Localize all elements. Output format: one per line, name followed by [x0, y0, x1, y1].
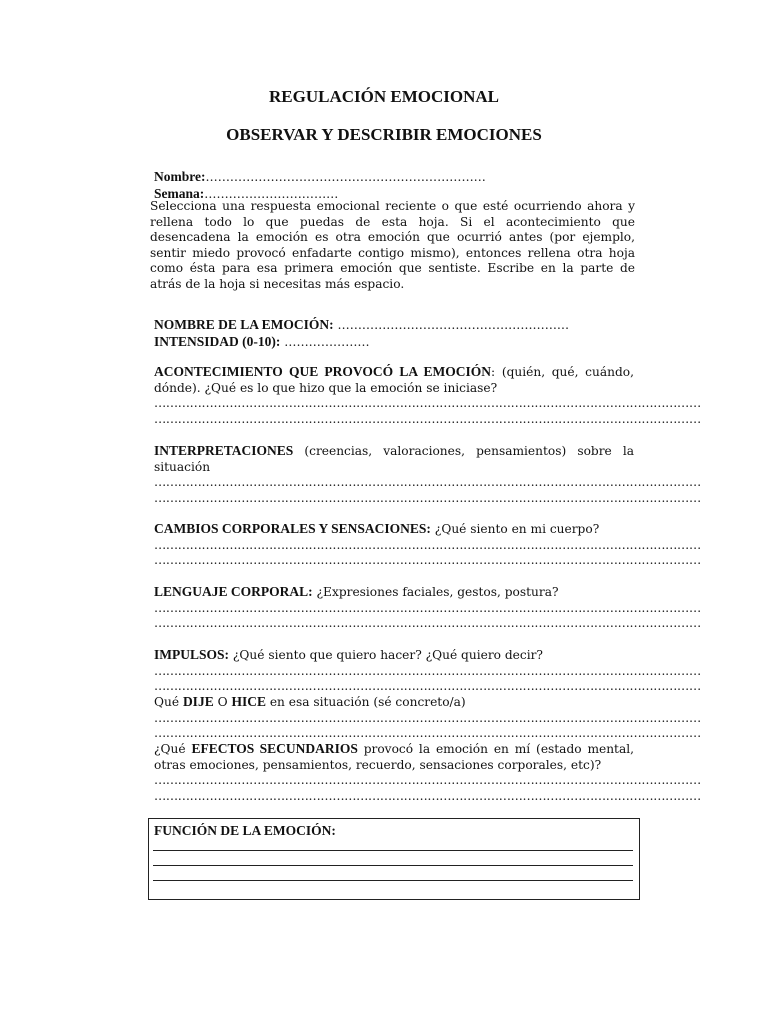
answer-line[interactable]: …………………………………………………………………………………………………………………………: [154, 726, 701, 740]
dije-o: O: [213, 695, 232, 709]
dije-post: en esa situación (sé concreto/a): [265, 695, 466, 709]
impulsos-label: IMPULSOS:: [154, 647, 230, 662]
answer-line[interactable]: …………………………………………………………………………………………………………………………: [154, 411, 701, 426]
answer-line[interactable]: …………………………………………………………………………………………………………………………: [154, 396, 701, 410]
acontecimiento-prompt: [154, 364, 634, 396]
funcion-box: [148, 818, 640, 900]
acontecimiento-label: ACONTECIMIENTO QUE PROVOCÓ LA EMOCIÓN: [154, 364, 492, 379]
answer-underline[interactable]: [153, 865, 633, 866]
answer-line[interactable]: …………………………………………………………………………………………………………………………: [154, 679, 701, 693]
interpretaciones-text: (creencias, valoraciones, pensamientos) sobre la situación: [154, 444, 634, 474]
nombre-emocion-dots: …………………………………………………: [337, 318, 570, 332]
answer-line[interactable]: …………………………………………………………………………………………………………………………: [154, 663, 701, 678]
dije-pre: Qué: [154, 695, 183, 709]
answer-line[interactable]: …………………………………………………………………………………………………………………………: [154, 537, 701, 552]
intensidad-label: INTENSIDAD (0-10):: [154, 333, 281, 349]
instructions-paragraph: Selecciona una respuesta emocional reciente o que esté ocurriendo ahora y rellena todo lo que puedas de esta hoja. Si el acontecimiento que desencadena la emoción es otra emoción que ocurrió antes (por ejemplo, sentir miedo provocó enfadarte contigo mismo), entonces rellena otra hoja como ésta para esa primera emoción que sentiste. Escribe en la parte de atrás de la hoja si necesitas más espacio.: [150, 199, 635, 291]
lenguaje-text: ¿Expresiones faciales, gestos, postura?: [312, 585, 559, 599]
section-efectos-secundarios: [154, 741, 701, 804]
section-impulsos: [154, 647, 701, 695]
document-subtitle: OBSERVAR Y DESCRIBIR EMOCIONES: [226, 125, 542, 144]
answer-line[interactable]: …………………………………………………………………………………………………………………………: [154, 490, 701, 505]
efectos-pre: ¿Qué: [154, 742, 192, 756]
nombre-emocion-label: NOMBRE DE LA EMOCIÓN:: [154, 317, 334, 332]
section-lenguaje-corporal: [154, 584, 701, 632]
efectos-label: EFECTOS SECUNDARIOS: [191, 741, 358, 756]
answer-line[interactable]: …………………………………………………………………………………………………………………………: [154, 553, 701, 567]
cambios-label: CAMBIOS CORPORALES Y SENSACIONES:: [154, 521, 431, 536]
intensidad-field[interactable]: [154, 334, 634, 351]
emotion-fields: [154, 317, 634, 350]
section-acontecimiento: [154, 364, 701, 427]
semana-label: Semana:: [154, 185, 205, 201]
funcion-label: FUNCIÓN DE LA EMOCIÓN:: [154, 823, 336, 838]
nombre-emocion-field[interactable]: [154, 317, 634, 334]
interpretaciones-prompt: [154, 443, 634, 475]
dije-label: DIJE: [182, 694, 214, 709]
answer-underline[interactable]: [153, 850, 633, 851]
answer-line[interactable]: …………………………………………………………………………………………………………………………: [154, 773, 701, 787]
section-cambios-corporales: [154, 521, 701, 569]
efectos-text: provocó la emoción en mí (estado mental, otras emociones, pensamientos, recuerdo, sensaciones corporales, etc)?: [154, 742, 634, 772]
answer-underline[interactable]: [153, 880, 633, 881]
lenguaje-label: LENGUAJE CORPORAL:: [154, 584, 313, 599]
answer-line[interactable]: …………………………………………………………………………………………………………………………: [154, 710, 701, 725]
answer-line[interactable]: …………………………………………………………………………………………………………………………: [154, 600, 701, 615]
interpretaciones-label: INTERPRETACIONES: [154, 443, 294, 458]
intensidad-dots: …………………: [284, 334, 370, 349]
section-dije-hice: [154, 694, 701, 742]
cambios-prompt: [154, 521, 634, 538]
answer-line[interactable]: …………………………………………………………………………………………………………………………: [154, 616, 701, 630]
header-fields: [154, 169, 634, 202]
section-interpretaciones: [154, 443, 701, 506]
impulsos-prompt: [154, 647, 634, 664]
efectos-prompt: [154, 741, 634, 773]
document-title: REGULACIÓN EMOCIONAL: [269, 87, 499, 106]
acontecimiento-text: : (quién, qué, cuándo, dónde). ¿Qué es lo que hizo que la emoción se iniciase?: [154, 365, 634, 395]
impulsos-text: ¿Qué siento que quiero hacer? ¿Qué quiero decir?: [229, 648, 543, 662]
semana-dots: ……………………………: [204, 186, 339, 201]
answer-line[interactable]: …………………………………………………………………………………………………………………………: [154, 475, 701, 489]
lenguaje-prompt: [154, 584, 634, 601]
nombre-dots: ……………………………………………………………: [205, 170, 486, 184]
nombre-label: Nombre:: [154, 169, 206, 184]
nombre-field[interactable]: [154, 169, 634, 186]
answer-line[interactable]: …………………………………………………………………………………………………………………………: [154, 788, 701, 803]
dije-prompt: [154, 694, 634, 711]
cambios-text: ¿Qué siento en mi cuerpo?: [430, 522, 600, 536]
hice-label: HICE: [231, 694, 266, 709]
